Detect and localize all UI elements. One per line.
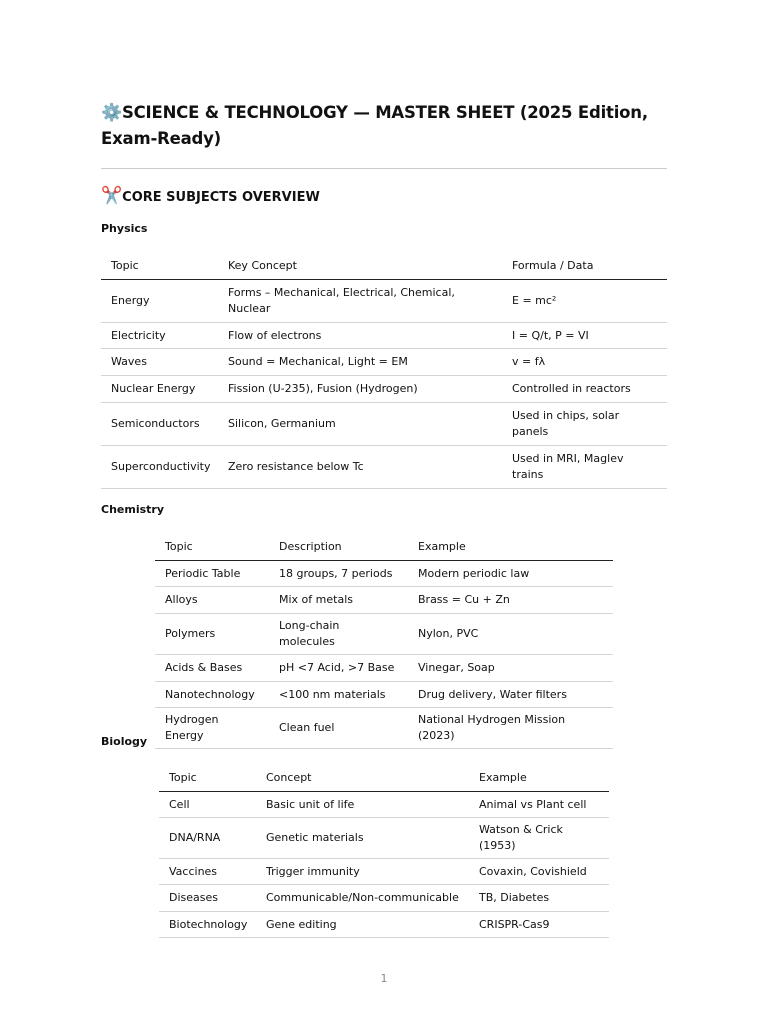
table-cell: Covaxin, Covishield — [469, 859, 609, 885]
table-cell: Long-chain molecules — [269, 614, 408, 655]
table-cell: Genetic materials — [256, 818, 469, 859]
table-cell: I = Q/t, P = VI — [502, 323, 667, 349]
table-cell: Acids & Bases — [155, 655, 269, 682]
table-cell: Electricity — [101, 323, 218, 349]
chemistry-header-cell: Topic — [155, 534, 269, 561]
table-row — [101, 403, 667, 446]
table-cell: Periodic Table — [155, 561, 269, 587]
table-cell: E = mc² — [502, 280, 667, 323]
chemistry-header-row — [155, 534, 613, 561]
table-cell: Forms – Mechanical, Electrical, Chemical, Nuclear — [218, 280, 502, 323]
table-row — [101, 446, 667, 489]
document-title — [101, 100, 661, 151]
table-cell: Used in chips, solar panels — [502, 403, 667, 446]
table-row — [155, 561, 613, 587]
table-cell: Energy — [101, 280, 218, 323]
biology-header-row — [159, 765, 609, 792]
table-row — [159, 859, 609, 885]
biology-heading: Biology — [101, 735, 148, 748]
table-cell: CRISPR-Cas9 — [469, 912, 609, 938]
table-cell: Vaccines — [159, 859, 256, 885]
table-row — [155, 614, 613, 655]
section-heading-text: CORE SUBJECTS OVERVIEW — [122, 190, 320, 205]
table-row — [159, 818, 609, 859]
physics-header-row — [101, 253, 667, 280]
physics-header-cell: Formula / Data — [502, 253, 667, 280]
table-cell: Fission (U-235), Fusion (Hydrogen) — [218, 376, 502, 403]
table-cell: Alloys — [155, 587, 269, 614]
biology-table — [159, 765, 609, 938]
table-cell: Animal vs Plant cell — [469, 792, 609, 818]
physics-header-cell: Key Concept — [218, 253, 502, 280]
table-cell: Used in MRI, Maglev trains — [502, 446, 667, 489]
table-cell: Gene editing — [256, 912, 469, 938]
table-cell: 18 groups, 7 periods — [269, 561, 408, 587]
table-cell: Trigger immunity — [256, 859, 469, 885]
table-cell: Nylon, PVC — [408, 614, 613, 655]
table-cell: Biotechnology — [159, 912, 256, 938]
table-row — [155, 682, 613, 708]
chemistry-table — [155, 534, 613, 749]
table-row — [159, 885, 609, 912]
physics-table — [101, 253, 667, 489]
table-cell: Watson & Crick (1953) — [469, 818, 609, 859]
table-cell: Basic unit of life — [256, 792, 469, 818]
table-cell: Diseases — [159, 885, 256, 912]
table-cell: Cell — [159, 792, 256, 818]
table-cell: Superconductivity — [101, 446, 218, 489]
biology-header-cell: Concept — [256, 765, 469, 792]
table-cell: Vinegar, Soap — [408, 655, 613, 682]
table-cell: Modern periodic law — [408, 561, 613, 587]
physics-heading: Physics — [101, 222, 148, 235]
table-cell: Controlled in reactors — [502, 376, 667, 403]
table-cell: Zero resistance below Tc — [218, 446, 502, 489]
scissors-icon: ✂️ — [101, 186, 123, 206]
table-row — [155, 655, 613, 682]
table-cell: <100 nm materials — [269, 682, 408, 708]
table-row — [155, 587, 613, 614]
table-row — [101, 323, 667, 349]
table-cell: Clean fuel — [269, 708, 408, 749]
table-cell: Flow of electrons — [218, 323, 502, 349]
table-cell: DNA/RNA — [159, 818, 256, 859]
table-cell: National Hydrogen Mission (2023) — [408, 708, 613, 749]
table-row — [101, 280, 667, 323]
document-title-text: SCIENCE & TECHNOLOGY — MASTER SHEET (2025 Edition, Exam-Ready) — [101, 103, 648, 148]
chemistry-header-cell: Description — [269, 534, 408, 561]
table-cell: pH <7 Acid, >7 Base — [269, 655, 408, 682]
table-cell: Hydrogen Energy — [155, 708, 269, 749]
table-row — [159, 792, 609, 818]
table-row — [101, 349, 667, 376]
table-cell: Nanotechnology — [155, 682, 269, 708]
table-cell: Mix of metals — [269, 587, 408, 614]
table-cell: v = fλ — [502, 349, 667, 376]
table-cell: Brass = Cu + Zn — [408, 587, 613, 614]
table-cell: Sound = Mechanical, Light = EM — [218, 349, 502, 376]
table-cell: Semiconductors — [101, 403, 218, 446]
table-cell: Communicable/Non-communicable — [256, 885, 469, 912]
table-row — [159, 912, 609, 938]
table-row — [101, 376, 667, 403]
chemistry-header-cell: Example — [408, 534, 613, 561]
gear-icon: ⚙️ — [101, 103, 122, 123]
table-cell: TB, Diabetes — [469, 885, 609, 912]
section-heading — [101, 186, 320, 208]
title-divider — [101, 168, 667, 169]
physics-header-cell: Topic — [101, 253, 218, 280]
biology-header-cell: Topic — [159, 765, 256, 792]
table-cell: Polymers — [155, 614, 269, 655]
chemistry-heading: Chemistry — [101, 503, 164, 516]
table-cell: Waves — [101, 349, 218, 376]
page-number: 1 — [380, 972, 388, 985]
table-row — [155, 708, 613, 749]
table-cell: Silicon, Germanium — [218, 403, 502, 446]
table-cell: Nuclear Energy — [101, 376, 218, 403]
table-cell: Drug delivery, Water filters — [408, 682, 613, 708]
biology-header-cell: Example — [469, 765, 609, 792]
